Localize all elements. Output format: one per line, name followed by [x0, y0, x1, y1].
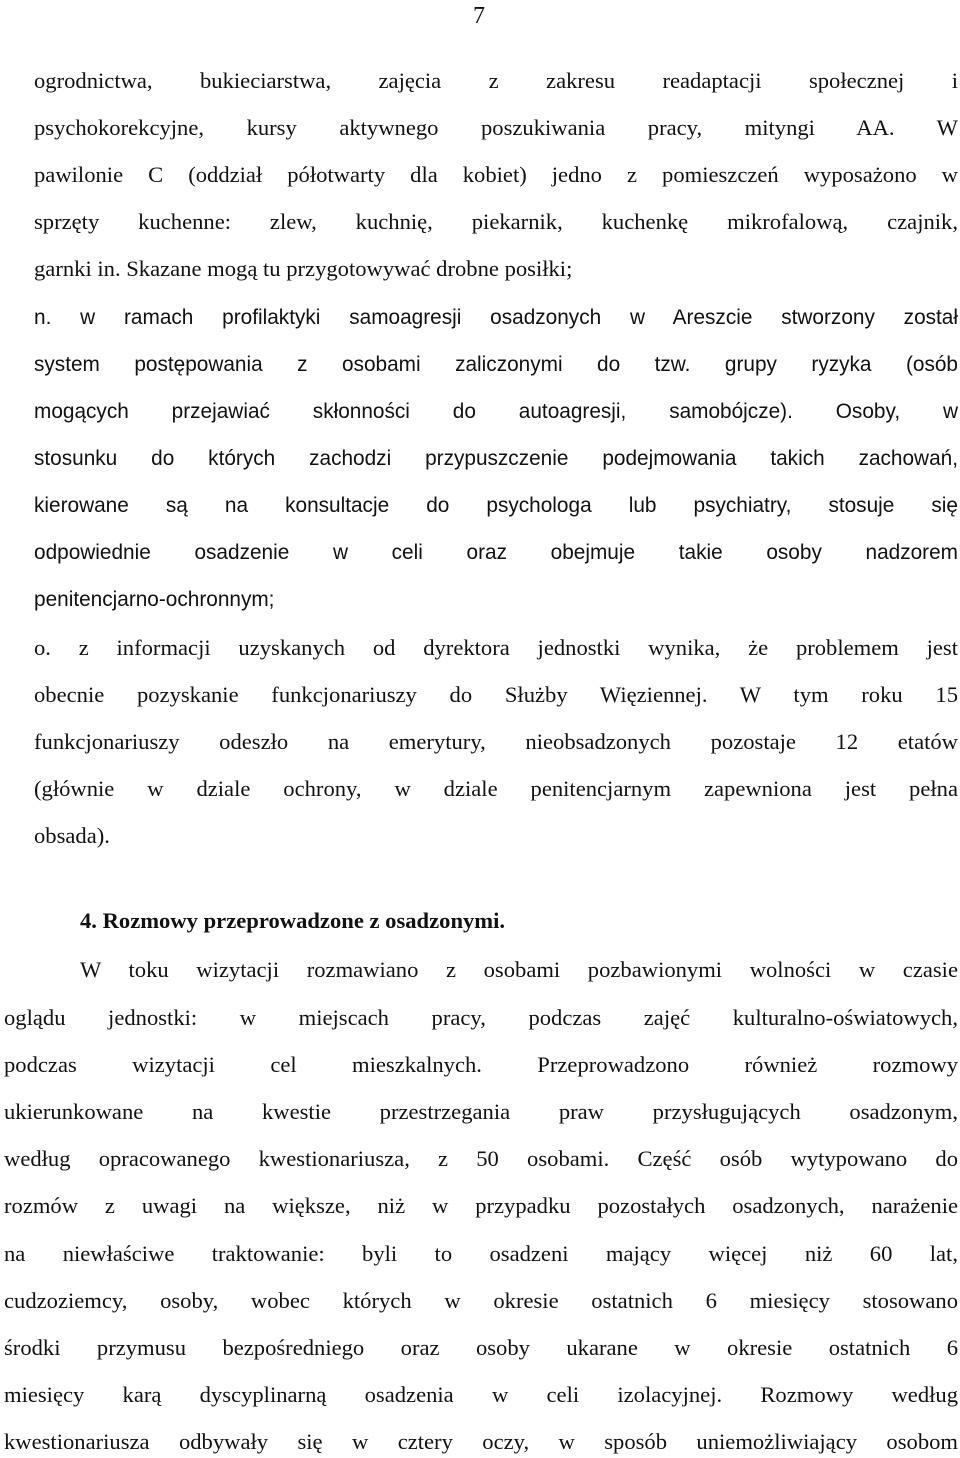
text-line: rozmów z uwagi na większe, niż w przypadku pozostałych osadzonych, narażenie — [4, 1193, 958, 1218]
text-line: środki przymusu bezpośredniego oraz osoby ukarane w okresie ostatnich 6 — [4, 1335, 958, 1360]
text-line: psychokorekcyjne, kursy aktywnego poszukiwania pracy, mityngi AA. W — [34, 115, 958, 140]
text-line: odpowiednie osadzenie w celi oraz obejmuje takie osoby nadzorem — [34, 541, 958, 564]
text-line: miesięcy karą dyscyplinarną osadzenia w celi izolacyjnej. Rozmowy według — [4, 1382, 958, 1407]
text-line: oglądu jednostki: w miejscach pracy, podczas zajęć kulturalno-oświatowych, — [4, 1005, 958, 1030]
text-line: obecnie pozyskanie funkcjonariuszy do Służby Więziennej. W tym roku 15 — [34, 682, 958, 707]
text-line: penitencjarno-ochronnym; — [34, 588, 275, 611]
page-number: 7 — [473, 3, 485, 29]
section-heading: 4. Rozmowy przeprowadzone z osadzonymi. — [80, 908, 506, 933]
text-line: podczas wizytacji cel mieszkalnych. Przeprowadzono również rozmowy — [4, 1052, 958, 1077]
list-item-o: o. z informacji uzyskanych od dyrektora jednostki wynika, że problemem jest — [34, 635, 958, 660]
text-line: stosunku do których zachodzi przypuszczenie podejmowania takich zachowań, — [34, 447, 958, 470]
text-line: sprzęty kuchenne: zlew, kuchnię, piekarnik, kuchenkę mikrofalową, czajnik, — [34, 209, 958, 234]
text-line: na niewłaściwe traktowanie: byli to osadzeni mający więcej niż 60 lat, — [4, 1241, 958, 1266]
text-line: ukierunkowane na kwestie przestrzegania praw przysługujących osadzonym, — [4, 1099, 958, 1124]
text-line: mogących przejawiać skłonności do autoagresji, samobójcze). Osoby, w — [34, 400, 958, 423]
text-line: ogrodnictwa, bukieciarstwa, zajęcia z zakresu readaptacji społecznej i — [34, 68, 958, 93]
text-line: cudzoziemcy, osoby, wobec których w okresie ostatnich 6 miesięcy stosowano — [4, 1288, 958, 1313]
text-line: kierowane są na konsultacje do psychologa lub psychiatry, stosuje się — [34, 494, 958, 517]
text-line: kwestionariusza odbywały się w cztery oczy, w sposób uniemożliwiający osobom — [4, 1429, 958, 1454]
text-line: obsada). — [34, 823, 110, 848]
text-line: według opracowanego kwestionariusza, z 50 osobami. Część osób wytypowano do — [4, 1146, 958, 1171]
text-line: funkcjonariuszy odeszło na emerytury, nieobsadzonych pozostaje 12 etatów — [34, 729, 958, 754]
text-line: (głównie w dziale ochrony, w dziale penitencjarnym zapewniona jest pełna — [34, 776, 958, 801]
text-line: W toku wizytacji rozmawiano z osobami pozbawionymi wolności w czasie — [80, 957, 958, 982]
text-line: garnki in. Skazane mogą tu przygotowywać drobne posiłki; — [34, 256, 573, 281]
text-line: pawilonie C (oddział półotwarty dla kobiet) jedno z pomieszczeń wyposażono w — [34, 162, 958, 187]
list-item-n: n. w ramach profilaktyki samoagresji osadzonych w Areszcie stworzony został — [34, 306, 958, 329]
text-line: system postępowania z osobami zaliczonymi do tzw. grupy ryzyka (osób — [34, 353, 958, 376]
